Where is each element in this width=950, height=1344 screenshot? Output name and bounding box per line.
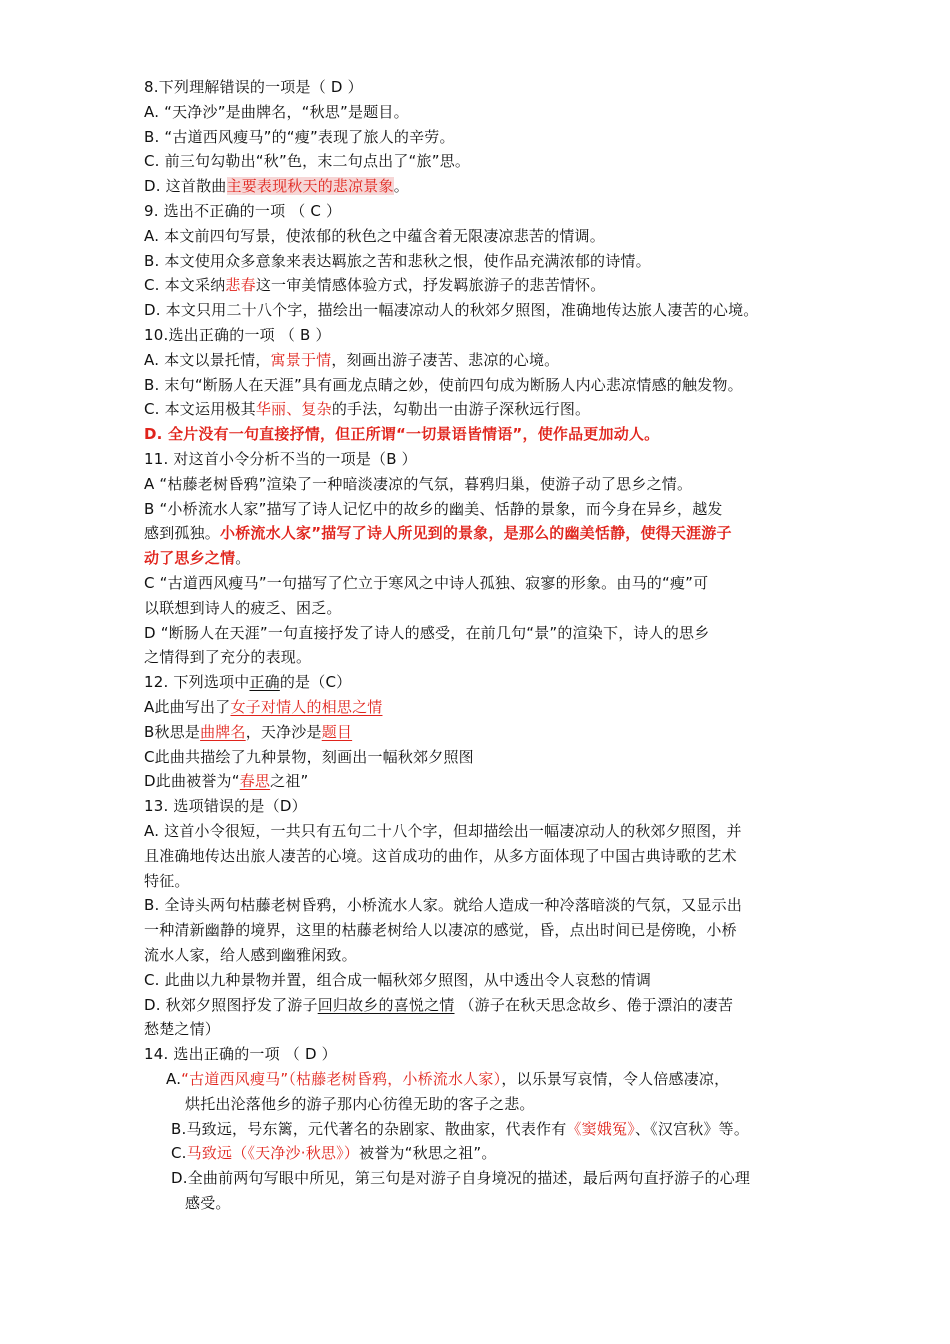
underlined-phrase: 回归故乡的喜悦之情 [317,996,455,1014]
red-phrase: 华丽、复杂 [255,400,332,418]
q9-option-d: D. 本文只用二十八个字，描绘出一幅凄凉动人的秋郊夕照图，准确地传达旅人凄苦的心境。 [144,301,759,319]
red-phrase: 女子对情人的相思之情 [230,698,383,716]
red-phrase: 题目 [321,723,353,741]
q13-option-b-line1: B. 全诗头两句枯藤老树昏鸦，小桥流水人家。就给人造成一种冷落暗淡的气氛，又显示出 [144,896,743,914]
q9-title: 9. 选出不正确的一项 （ C ） [144,202,342,220]
q10-title: 10.选出正确的一项 （ B ） [144,326,331,344]
q8-option-a: A. “天净沙”是曲牌名，“秋思”是题目。 [144,103,409,121]
q11-option-b-line2: 感到孤独。小桥流水人家”描写了诗人所见到的景象，是那么的幽美恬静，使得天涯游子 [144,524,732,542]
q13-option-a-line3: 特征。 [144,872,190,890]
red-phrase: “古道西风瘦马”（枯藤老树昏鸦，小桥流水人家） [181,1070,502,1088]
q8-option-c: C. 前三句勾勒出“秋”色，末二句点出了“旅”思。 [144,152,471,170]
highlighted-phrase: 主要表现秋天的悲凉景象 [226,177,394,195]
red-phrase: 春思 [239,772,271,790]
q14-title: 14. 选出正确的一项 （ D ） [144,1045,337,1063]
q10-option-c: C. 本文运用极其华丽、复杂的手法，勾勒出一由游子深秋远行图。 [144,400,591,418]
q13-option-a-line1: A. 这首小令很短，一共只有五句二十八个字，但却描绘出一幅凄凉动人的秋郊夕照图，并 [144,822,742,840]
red-phrase: 马致远（《天净沙·秋思》） [186,1144,360,1162]
underlined-word: 正确 [249,673,280,691]
q9-option-c: C. 本文采纳悲春这一审美情感体验方式，抒发羁旅游子的悲苦情怀。 [144,276,606,294]
q12-option-b: B秋思是曲牌名，天净沙是题目 [144,723,353,741]
q14-option-c: C.马致远（《天净沙·秋思》）被誉为“秋思之祖”。 [171,1144,497,1162]
q8-option-d: D. 这首散曲主要表现秋天的悲凉景象。 [144,177,409,195]
red-phrase: 悲春 [225,276,256,294]
red-phrase: 小桥流水人家”描写了诗人所见到的景象，是那么的幽美恬静，使得天涯游子 [220,524,732,542]
red-phrase: 动了思乡之情 [144,549,236,567]
q13-option-c: C. 此曲以九种景物并置，组合成一幅秋郊夕照图，从中透出令人哀愁的情调 [144,971,652,989]
q14-option-d-line2: 感受。 [185,1194,231,1212]
q13-option-d-line1: D. 秋郊夕照图抒发了游子回归故乡的喜悦之情 （游子在秋天思念故乡、倦于漂泊的凄苦 [144,996,734,1014]
q11-option-b-line3: 动了思乡之情。 [144,549,251,567]
q14-option-b: B.马致远，号东篱，元代著名的杂剧家、散曲家，代表作有《窦娥冤》、《汉宫秋》等。 [171,1120,750,1138]
q12-title: 12. 下列选项中正确的是（C） [144,673,352,691]
q12-option-c: C此曲共描绘了九种景物，刻画出一幅秋郊夕照图 [144,748,474,766]
q14-option-a-line2: 烘托出沦落他乡的游子那内心彷徨无助的客子之悲。 [185,1095,535,1113]
q13-option-b-line3: 流水人家，给人感到幽雅闲致。 [144,946,357,964]
q11-title: 11. 对这首小令分析不当的一项是（B ） [144,450,417,468]
q13-title: 13. 选项错误的是（D） [144,797,307,815]
q11-option-d-line1: D “断肠人在天涯”一句直接抒发了诗人的感受，在前几句“景”的渲染下，诗人的思乡 [144,624,710,642]
q8-option-b: B. “古道西风瘦马”的“瘦”表现了旅人的辛劳。 [144,128,455,146]
q10-option-d: D. 全片没有一句直接抒情，但正所谓“一切景语皆情语”，使作品更加动人。 [144,425,660,443]
q10-option-a: A. 本文以景托情，寓景于情，刻画出游子凄苦、悲凉的心境。 [144,351,560,369]
red-phrase: 《窦娥冤》 [566,1120,635,1138]
q11-option-b-line1: B “小桥流水人家”描写了诗人记忆中的故乡的幽美、恬静的景象，而今身在异乡，越发 [144,500,723,518]
q9-option-a: A. 本文前四句写景，使浓郁的秋色之中蕴含着无限凄凉悲苦的情调。 [144,227,605,245]
q11-option-c-line2: 以联想到诗人的疲乏、困乏。 [144,599,342,617]
q11-option-c-line1: C “古道西风瘦马”一句描写了伫立于寒风之中诗人孤独、寂寥的形象。由马的“瘦”可 [144,574,709,592]
q8-title: 8.下列理解错误的一项是（ D ） [144,78,363,96]
q10-option-b: B. 末句“断肠人在天涯”具有画龙点睛之妙，使前四句成为断肠人内心悲凉情感的触发物。 [144,376,743,394]
q13-option-a-line2: 且准确地传达出旅人凄苦的心境。这首成功的曲作，从多方面体现了中国古典诗歌的艺术 [144,847,737,865]
q11-option-d-line2: 之情得到了充分的表现。 [144,648,312,666]
q14-option-a-line1: A.“古道西风瘦马”（枯藤老树昏鸦，小桥流水人家），以乐景写哀情，令人倍感凄凉， [166,1070,730,1088]
q12-option-d: D此曲被誉为“春思之祖” [144,772,309,790]
q12-option-a: A此曲写出了女子对情人的相思之情 [144,698,383,716]
q13-option-b-line2: 一种清新幽静的境界，这里的枯藤老树给人以凄凉的感觉，昏，点出时间已是傍晚，小桥 [144,921,737,939]
q9-option-b: B. 本文使用众多意象来表达羁旅之苦和悲秋之恨，使作品充满浓郁的诗情。 [144,252,651,270]
q14-option-d-line1: D.全曲前两句写眼中所见，第三句是对游子自身境况的描述，最后两句直抒游子的心理 [171,1169,751,1187]
red-phrase: 曲牌名 [200,723,246,741]
red-phrase: 寓景于情 [270,351,332,369]
q11-option-a: A “枯藤老树昏鸦”渲染了一种暗淡凄凉的气氛，暮鸦归巢，使游子动了思乡之情。 [144,475,693,493]
q13-option-d-line2: 愁楚之情） [144,1020,221,1038]
